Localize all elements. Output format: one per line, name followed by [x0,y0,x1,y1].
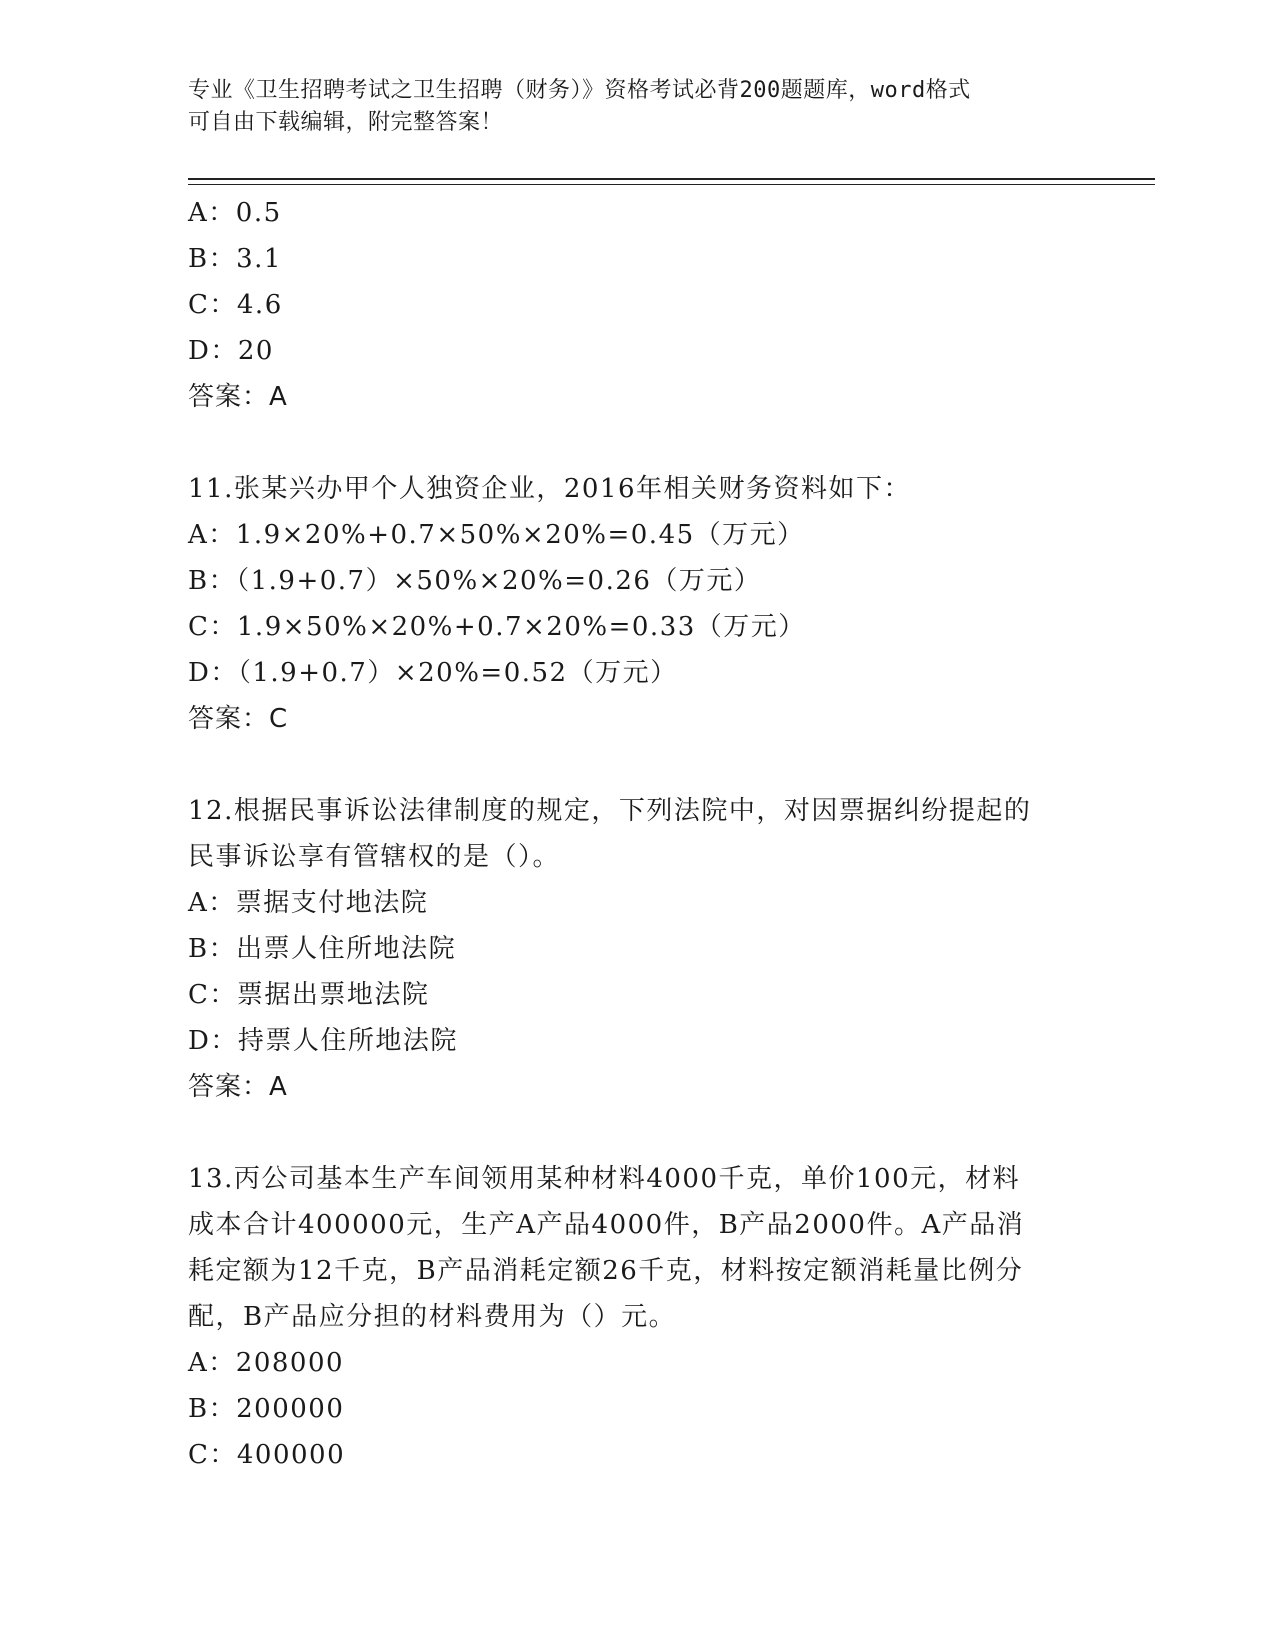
question-stem: 11.张某兴办甲个人独资企业，2016年相关财务资料如下： [188,474,912,504]
question-spacer [188,1110,1088,1156]
option-b: B：200000 [188,1394,345,1424]
question-12 [188,788,1088,1110]
option-c: C：400000 [188,1440,346,1470]
header-line-2: 可自由下载编辑，附完整答案！ [188,110,504,135]
option-d: D：持票人住所地法院 [188,1026,458,1056]
option-a: A：0.5 [188,198,282,228]
question-13 [188,1156,1088,1478]
option-c: C：4.6 [188,290,283,320]
question-10 [188,190,1088,420]
question-stem-line-2: 成本合计400000元，生产A产品4000件，B产品2000件。A产品消 [188,1210,1025,1240]
header-line-1: 专业《卫生招聘考试之卫生招聘（财务）》资格考试必背200题题库，word格式 [188,78,971,103]
header-divider-top [188,178,1155,180]
answer-label: 答案：A [188,1072,288,1102]
document-header [188,75,1068,139]
header-divider-bottom [188,184,1155,185]
question-spacer [188,420,1088,466]
question-stem-line-2: 民事诉讼享有管辖权的是（）。 [188,842,561,872]
option-c: C：1.9×50%×20%+0.7×20%=0.33（万元） [188,612,806,642]
question-stem-line-1: 13.丙公司基本生产车间领用某种材料4000千克，单价100元，材料 [188,1164,1021,1194]
option-a: A：1.9×20%+0.7×50%×20%=0.45（万元） [188,520,805,550]
question-stem-line-1: 12.根据民事诉讼法律制度的规定，下列法院中，对因票据纠纷提起的 [188,796,1032,826]
option-a: A：票据支付地法院 [188,888,429,918]
question-list [188,190,1088,1478]
option-b: B：3.1 [188,244,282,274]
question-11 [188,466,1088,742]
answer-label: 答案：A [188,382,288,412]
option-d: D：20 [188,336,274,366]
question-spacer [188,742,1088,788]
answer-label: 答案：C [188,704,289,734]
option-c: C：票据出票地法院 [188,980,430,1010]
question-stem-line-4: 配，B产品应分担的材料费用为（）元。 [188,1302,677,1332]
option-b: B：出票人住所地法院 [188,934,457,964]
question-stem-line-3: 耗定额为12千克，B产品消耗定额26千克，材料按定额消耗量比例分 [188,1256,1024,1286]
option-b: B：（1.9+0.7）×50%×20%=0.26（万元） [188,566,762,596]
option-d: D：（1.9+0.7）×20%=0.52（万元） [188,658,678,688]
option-a: A：208000 [188,1348,345,1378]
